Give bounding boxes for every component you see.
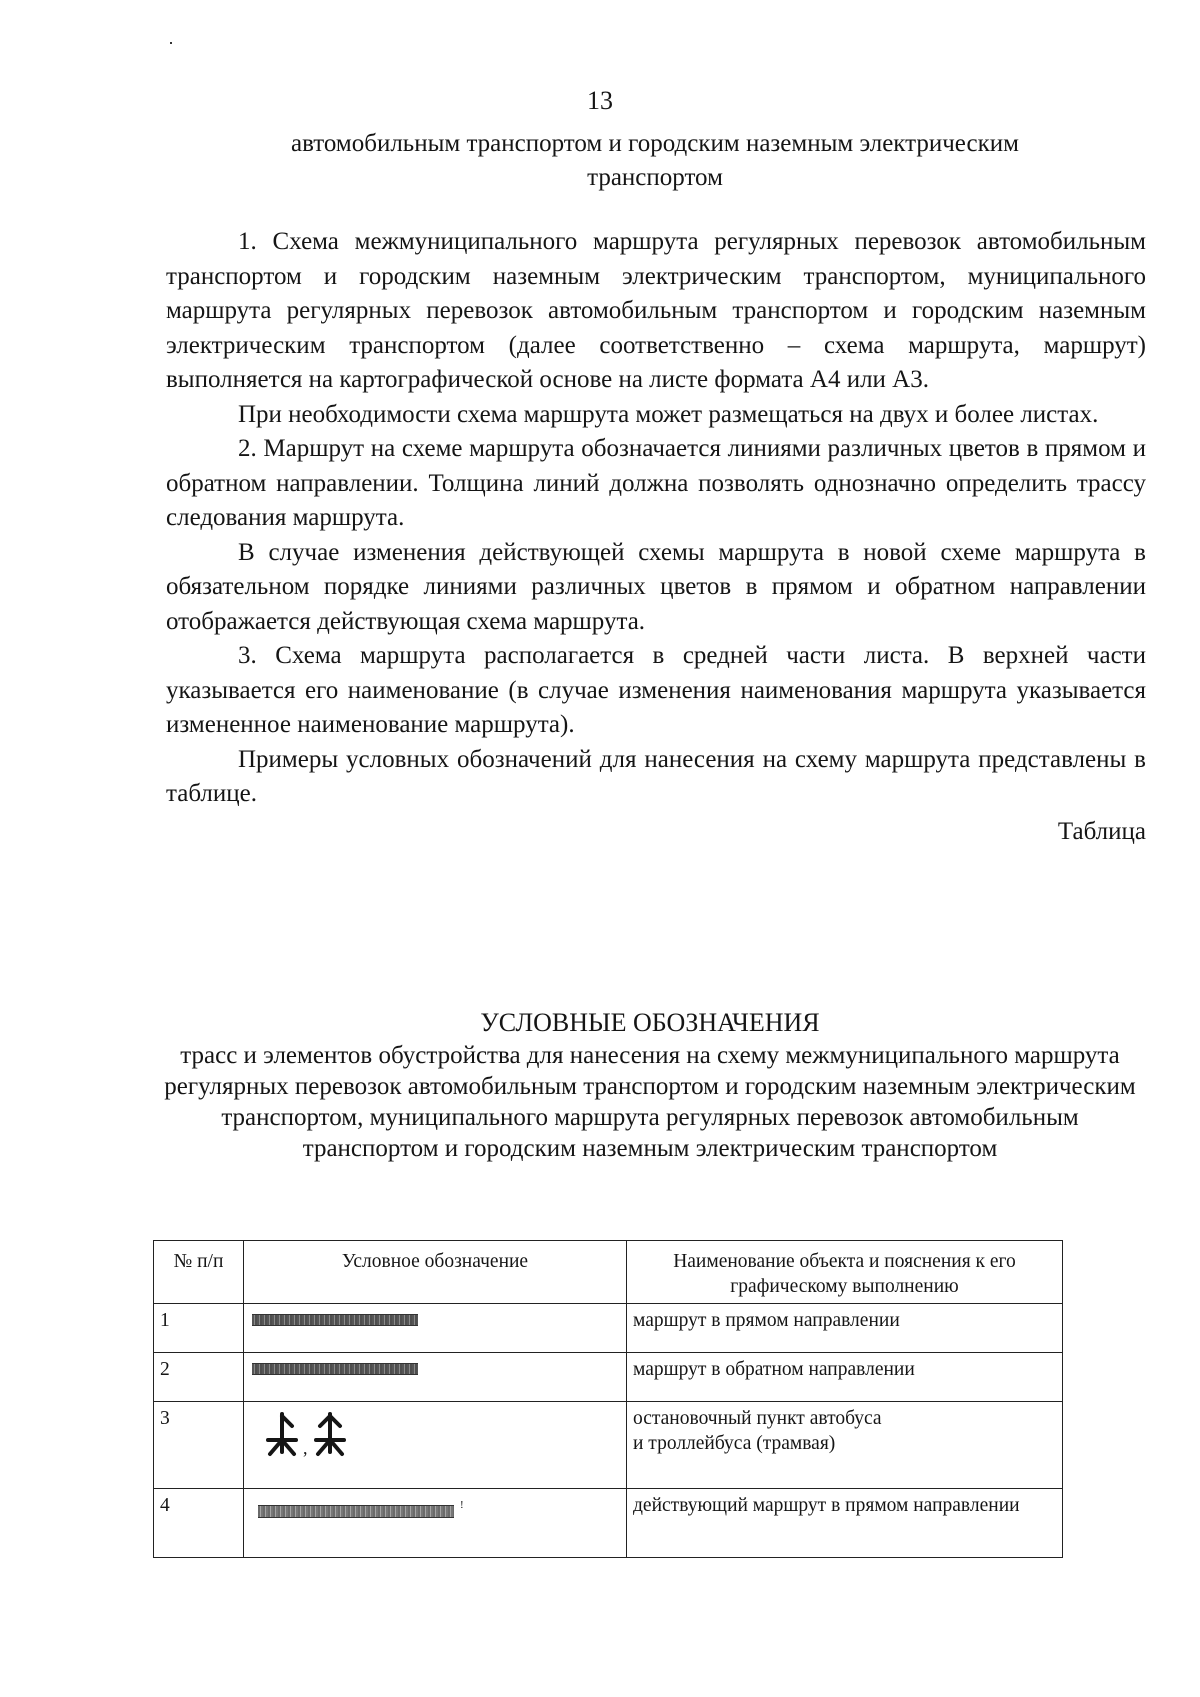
table-row (154, 1489, 1063, 1558)
row-description (627, 1402, 1063, 1489)
icon-separator: , (303, 1438, 308, 1458)
table-row (154, 1402, 1063, 1489)
legend-table (153, 1240, 1063, 1558)
row-symbol (244, 1402, 627, 1489)
row-number: 1 (154, 1304, 244, 1353)
row-description: маршрут в обратном направлении (627, 1353, 1063, 1402)
table-label: Таблица (1057, 817, 1146, 845)
paragraph-3: 2. Маршрут на схеме маршрута обозначается линиями различных цветов в прямом и обратном направлении. Толщина линий должна позволять однозначно определить трассу следования маршрута. (166, 435, 1146, 531)
bus-stop-icons (264, 1410, 356, 1460)
row-number: 3 (154, 1402, 244, 1489)
row-description: маршрут в прямом направлении (627, 1304, 1063, 1353)
page-number: 13 (587, 86, 613, 115)
row-number: 2 (154, 1353, 244, 1402)
solid-line-symbol (252, 1363, 418, 1375)
line-tick-mark: ! (460, 1499, 464, 1511)
table-header-row (154, 1241, 1063, 1304)
dashed-line-symbol (258, 1505, 454, 1518)
header-description: Наименование объекта и пояснения к его графическому выполнению (627, 1241, 1063, 1304)
header-symbol: Условное обозначение (244, 1241, 627, 1304)
row-description: действующий маршрут в прямом направлении (627, 1489, 1063, 1558)
scan-speck (170, 42, 172, 44)
solid-line-symbol (252, 1314, 418, 1326)
trolleybus-stop-icon (316, 1414, 344, 1454)
row-symbol (244, 1353, 627, 1402)
description-line: остановочный пункт автобуса (633, 1408, 882, 1429)
paragraph-2: При необходимости схема маршрута может размещаться на двух и более листах. (238, 400, 1099, 428)
paragraph-6: Примеры условных обозначений для нанесения на схему маршрута представлены в таблице. (166, 745, 1146, 807)
table-row (154, 1304, 1063, 1353)
table-row (154, 1353, 1063, 1402)
header-number: № п/п (154, 1241, 244, 1304)
row-symbol (244, 1489, 627, 1558)
heading-continuation: автомобильным транспортом и городским наземным электрическим транспортом (291, 130, 1019, 191)
row-number: 4 (154, 1489, 244, 1558)
paragraph-4: В случае изменения действующей схемы маршрута в новой схеме маршрута в обязательном порядке линиями различных цветов в прямом и обратном направлении отображается действующая схема маршрута. (166, 538, 1146, 635)
body-text (166, 225, 1146, 849)
bus-stop-icon (268, 1414, 296, 1454)
description-line: и троллейбуса (трамвая) (633, 1433, 836, 1454)
paragraph-1: 1. Схема межмуниципального маршрута регулярных перевозок автомобильным транспортом и городским наземным электрическим транспортом, муниципального маршрута регулярных перевозок автомобильным транспортом и городским наземным электрическим транспортом (далее соответственно – схема маршрута, маршрут) выполняется на картографической основе на листе формата А4 или А3. (166, 228, 1146, 393)
table-subtitle: трасс и элементов обустройства для нанесения на схему межмуниципального маршрута регулярных перевозок автомобильным транспортом и городским наземным электрическим транспортом, муниципального маршрута регулярных перевозок автомобильным транспортом и городским наземным электрическим транспортом (164, 1042, 1136, 1162)
table-title: УСЛОВНЫЕ ОБОЗНАЧЕНИЯ (480, 1008, 820, 1037)
paragraph-5: 3. Схема маршрута располагается в средней части листа. В верхней части указывается его наименование (в случае изменения наименования маршрута указывается измененное наименование маршрута). (166, 642, 1146, 738)
row-symbol (244, 1304, 627, 1353)
